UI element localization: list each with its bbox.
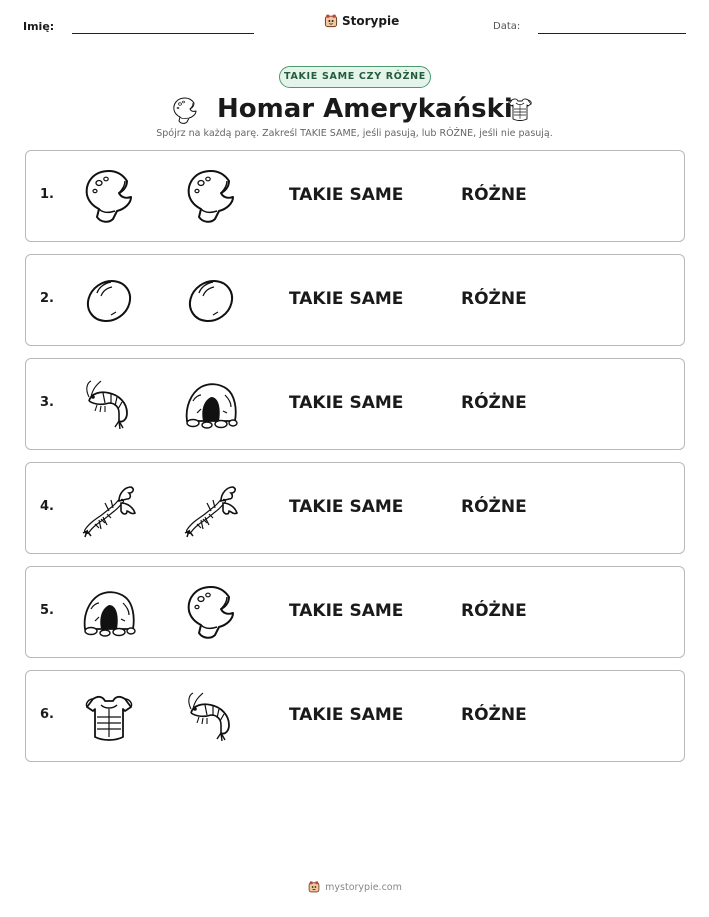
option-different[interactable]: RÓŻNE xyxy=(461,393,527,413)
question-number: 1. xyxy=(40,187,54,202)
question-row xyxy=(25,462,685,554)
instructions: Spójrz na każdą parę. Zakreśl TAKIE SAME, jeśli pasują, lub RÓŻNE, jeśli nie pasują. xyxy=(156,128,553,139)
lobster-claw-icon xyxy=(79,167,139,227)
body-armor-icon xyxy=(505,94,535,124)
option-different[interactable]: RÓŻNE xyxy=(461,289,527,309)
name-field-line[interactable] xyxy=(72,33,254,34)
option-different[interactable]: RÓŻNE xyxy=(461,185,527,205)
lobster-claw-icon xyxy=(181,583,241,643)
option-same[interactable]: TAKIE SAME xyxy=(289,289,404,309)
question-row xyxy=(25,254,685,346)
title-row xyxy=(0,92,709,126)
option-same[interactable]: TAKIE SAME xyxy=(289,601,404,621)
lobster-icon xyxy=(79,479,139,539)
rock-cave-icon xyxy=(79,583,139,643)
lobster-icon xyxy=(181,479,241,539)
question-number: 3. xyxy=(40,395,54,410)
worksheet-header xyxy=(0,0,709,50)
lobster-claw-icon xyxy=(170,96,200,126)
logo-text: Storypie xyxy=(342,14,400,28)
option-same[interactable]: TAKIE SAME xyxy=(289,393,404,413)
question-row xyxy=(25,670,685,762)
shrimp-icon xyxy=(79,375,139,435)
storypie-logo xyxy=(323,13,399,29)
name-label: Imię: xyxy=(23,20,55,33)
date-field-line[interactable] xyxy=(538,33,686,34)
worksheet-type-badge: TAKIE SAME CZY RÓŻNE xyxy=(279,66,431,88)
egg-icon xyxy=(181,271,241,331)
storypie-mascot-icon xyxy=(323,13,339,29)
page-title: Homar Amerykański xyxy=(217,94,513,124)
option-same[interactable]: TAKIE SAME xyxy=(289,185,404,205)
option-different[interactable]: RÓŻNE xyxy=(461,497,527,517)
body-armor-icon xyxy=(79,687,139,747)
date-label: Data: xyxy=(493,21,521,32)
footer-link[interactable]: mystorypie.com xyxy=(325,881,402,893)
option-same[interactable]: TAKIE SAME xyxy=(289,705,404,725)
question-number: 6. xyxy=(40,707,54,722)
option-different[interactable]: RÓŻNE xyxy=(461,705,527,725)
question-number: 2. xyxy=(40,291,54,306)
lobster-claw-icon xyxy=(181,167,241,227)
footer xyxy=(0,880,709,894)
rock-cave-icon xyxy=(181,375,241,435)
option-same[interactable]: TAKIE SAME xyxy=(289,497,404,517)
shrimp-icon xyxy=(181,687,241,747)
option-different[interactable]: RÓŻNE xyxy=(461,601,527,621)
question-row xyxy=(25,358,685,450)
question-number: 4. xyxy=(40,499,54,514)
storypie-mascot-icon xyxy=(307,880,321,894)
question-row xyxy=(25,150,685,242)
question-number: 5. xyxy=(40,603,54,618)
egg-icon xyxy=(79,271,139,331)
question-row xyxy=(25,566,685,658)
